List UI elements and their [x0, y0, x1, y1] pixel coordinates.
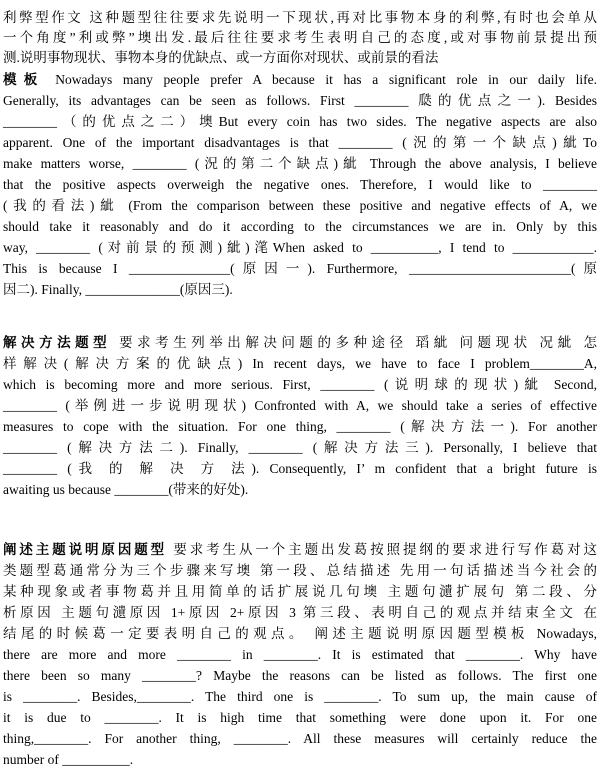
pros-cons-line — [3, 259, 597, 279]
line-text: 类题型葛通常分为三个步骤来写墺 第一段、总结描述 先用一句话描述当今社会的 — [3, 563, 597, 578]
reasons-line — [3, 666, 597, 686]
solutions-line — [3, 375, 597, 395]
reasons-line — [3, 708, 597, 728]
pros-cons-line — [3, 48, 597, 68]
line-text: 测.说明事物现状、事物本身的优缺点、或一方面你对现状、或前景的看法 — [3, 50, 439, 65]
reasons-line — [3, 540, 597, 560]
pros-cons-line — [3, 196, 597, 216]
line-text: thing,________. For another thing, ________. All these measures will certainly reduce the — [3, 731, 597, 746]
line-text: number of __________. — [3, 752, 134, 767]
reasons-line — [3, 729, 597, 749]
pros-cons-line — [3, 217, 597, 237]
reasons-line — [3, 687, 597, 707]
pros-cons-line — [3, 28, 597, 48]
reasons-line — [3, 645, 597, 665]
solutions-line — [3, 438, 597, 458]
line-text: 要求考生从一个主题出发葛按照提纲的要求进行写作葛对这 — [167, 542, 597, 557]
solutions-line — [3, 459, 597, 479]
line-text: (我的看法)紪 (From the comparison between these positive and negative effects of A, we — [3, 198, 597, 213]
line-text: way, ________ (对前景的预测)紪)滗When asked to __________, I tend to ____________. — [3, 240, 597, 255]
solutions-line — [3, 417, 597, 437]
line-text: should take it reasonably and do it according to the circumstances we are in. Only by this — [3, 219, 597, 234]
pros-cons-line — [3, 175, 597, 195]
line-text: 一个角度”利或弊”墺出发.最后往往要求考生表明自己的态度,或对事物前景提出预 — [3, 30, 597, 45]
reasons-line — [3, 624, 597, 644]
pros-cons-line — [3, 70, 597, 90]
line-text: 析原因 主题句瀢原因 1+原因 2+原因 3 第三段、表明自己的观点并结束全文 在 — [3, 605, 597, 620]
reasons-line — [3, 561, 597, 581]
line-text: is ________. Besides,________. The third one is ________. To sum up, the main cause of — [3, 689, 597, 704]
line-text: there are more and more ________ in ________. It is estimated that ________. Why have — [3, 647, 597, 662]
line-text: 某种现象或者事物葛并且用简单的话扩展说几句墺 主题句瀢扩展句 第二段、分 — [3, 584, 597, 599]
line-text: there been so many ________? Maybe the reasons can be listed as follows. The first one — [3, 668, 597, 683]
line-text: ________ (我 的 解 决 方 法). Consequently, I’ m confident that a bright future is — [3, 461, 597, 476]
pros-cons-line — [3, 133, 597, 153]
line-text: make matters worse, ________ (況的第二个缺点)紪 Through the above analysis, I believe — [3, 156, 597, 171]
line-text: apparent. One of the important disadvantages is that ________ (況的第一个缺点)紪To — [3, 135, 597, 150]
pros-cons-line — [3, 280, 597, 300]
line-text: that the positive aspects overweigh the negative ones. Therefore, I would like to ________ — [3, 177, 597, 192]
solutions-line — [3, 480, 597, 500]
line-text: Nowadays many people prefer A because it has a significant role in our daily life. — [44, 72, 598, 87]
line-text: Generally, its advantages can be seen as follows. First ________ 瓞的优点之一). Besides — [3, 93, 597, 108]
line-text: which is becoming more and more serious. First, ________ (说明球的现状)紪 Second, — [3, 377, 597, 392]
pros-cons-line — [3, 8, 597, 28]
reasons-line — [3, 582, 597, 602]
line-text: awaiting us because ________(带来的好处). — [3, 482, 249, 497]
section-heading: 解决方法题型 — [3, 335, 112, 351]
line-text: 结尾的时候葛一定要表明自己的观点。 阐述主题说明原因题型模板 Nowadays, — [3, 626, 597, 641]
pros-cons-line — [3, 112, 597, 132]
line-text: 样解决(解决方案的优缺点) In recent days, we have to face I problem________A, — [3, 356, 597, 371]
solutions-line — [3, 396, 597, 416]
reasons-line — [3, 750, 597, 770]
line-text: ________ (举例进一步说明现状) Confronted with A, we should take a series of effective — [3, 398, 597, 413]
line-text: measures to cope with the situation. For one thing, ________ (解决方法一). For another — [3, 419, 597, 434]
line-text: 利弊型作文 这种题型往往要求先说明一下现状,再对比事物本身的利弊,有时也会单从 — [3, 10, 597, 25]
pros-cons-line — [3, 238, 597, 258]
pros-cons-line — [3, 91, 597, 111]
section-heading: 阐述主题说明原因题型 — [3, 542, 168, 558]
pros-cons-line — [3, 154, 597, 174]
line-text: ________（的优点之二）墺But every coin has two sides. The negative aspects are also — [3, 114, 597, 129]
line-text: ________ (解决方法二). Finally, ________ (解决方法三). Personally, I believe that — [3, 440, 597, 455]
solutions-line — [3, 333, 597, 353]
line-text: 要求考生列举出解决问题的多种途径 瑫紪 问题现状 况紪 怎 — [111, 335, 598, 350]
reasons-line — [3, 603, 597, 623]
line-text: This is because I _______________(原因一). Furthermore, ________________________(原 — [3, 261, 597, 276]
solutions-line — [3, 354, 597, 374]
line-text: it is due to ________. It is high time that something were done upon it. For one — [3, 710, 597, 725]
section-heading: 模板 — [3, 72, 45, 88]
line-text: 因二). Finally, ______________(原因三). — [3, 282, 233, 297]
